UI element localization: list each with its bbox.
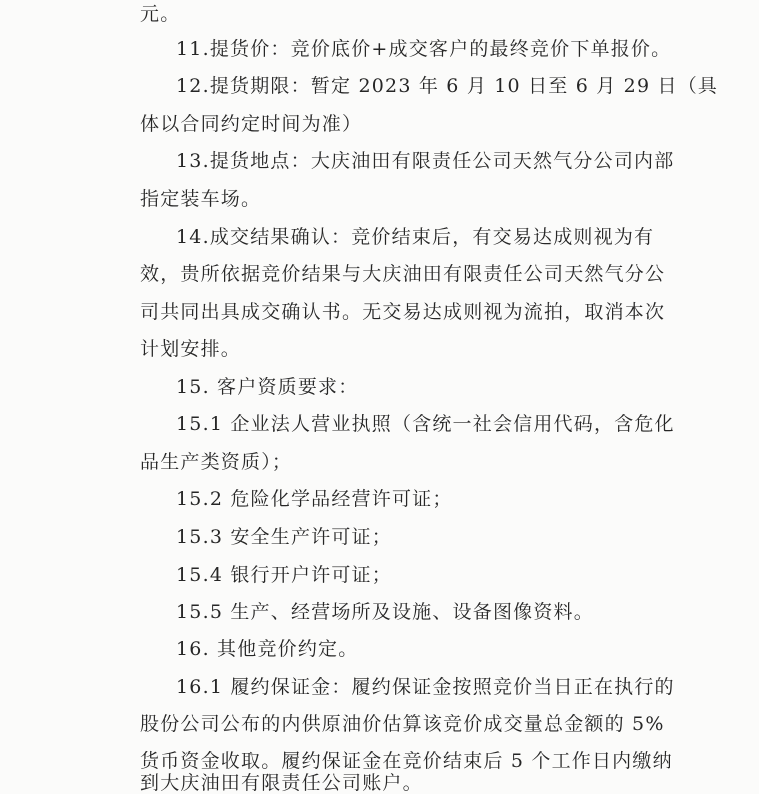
text-line: 15.3 安全生产许可证； [176, 526, 392, 548]
text-line: 股份公司公布的内供原油价估算该竞价成交量总金额的 5% [140, 713, 665, 735]
text-line: 元。 [140, 3, 181, 25]
text-line: 15.4 银行开户许可证； [176, 564, 392, 586]
text-line: 体以合同约定时间为准） [140, 113, 363, 135]
text-line: 指定装车场。 [140, 188, 262, 210]
text-line: 13.提货地点：大庆油田有限责任公司天然气分公司内部 [176, 150, 675, 172]
text-line: 15.2 危险化学品经营许可证； [176, 488, 453, 510]
text-line: 计划安排。 [140, 338, 242, 360]
text-line: 货币资金收取。履约保证金在竞价结束后 5 个工作日内缴纳 [140, 750, 673, 772]
text-line: 15. 客户资质要求： [176, 376, 359, 398]
text-line: 效，贵所依据竞价结果与大庆油田有限责任公司天然气分公 [140, 263, 666, 285]
text-line: 15.5 生产、经营场所及设施、设备图像资料。 [176, 601, 594, 623]
text-line: 司共同出具成交确认书。无交易达成则视为流拍，取消本次 [140, 301, 666, 323]
text-line: 品生产类资质）； [140, 451, 293, 473]
text-line: 11.提货价：竞价底价+成交客户的最终竞价下单报价。 [176, 38, 672, 60]
text-line: 15.1 企业法人营业执照（含统一社会信用代码，含危化 [176, 413, 675, 435]
text-line: 14.成交结果确认：竞价结束后，有交易达成则视为有 [176, 226, 655, 248]
text-line: 16. 其他竞价约定。 [176, 638, 359, 660]
text-line: 到大庆油田有限责任公司账户。 [140, 772, 423, 794]
text-line: 12.提货期限：暂定 2023 年 6 月 10 日至 6 月 29 日（具 [176, 75, 719, 97]
text-line: 16.1 履约保证金：履约保证金按照竞价当日正在执行的 [176, 676, 675, 698]
